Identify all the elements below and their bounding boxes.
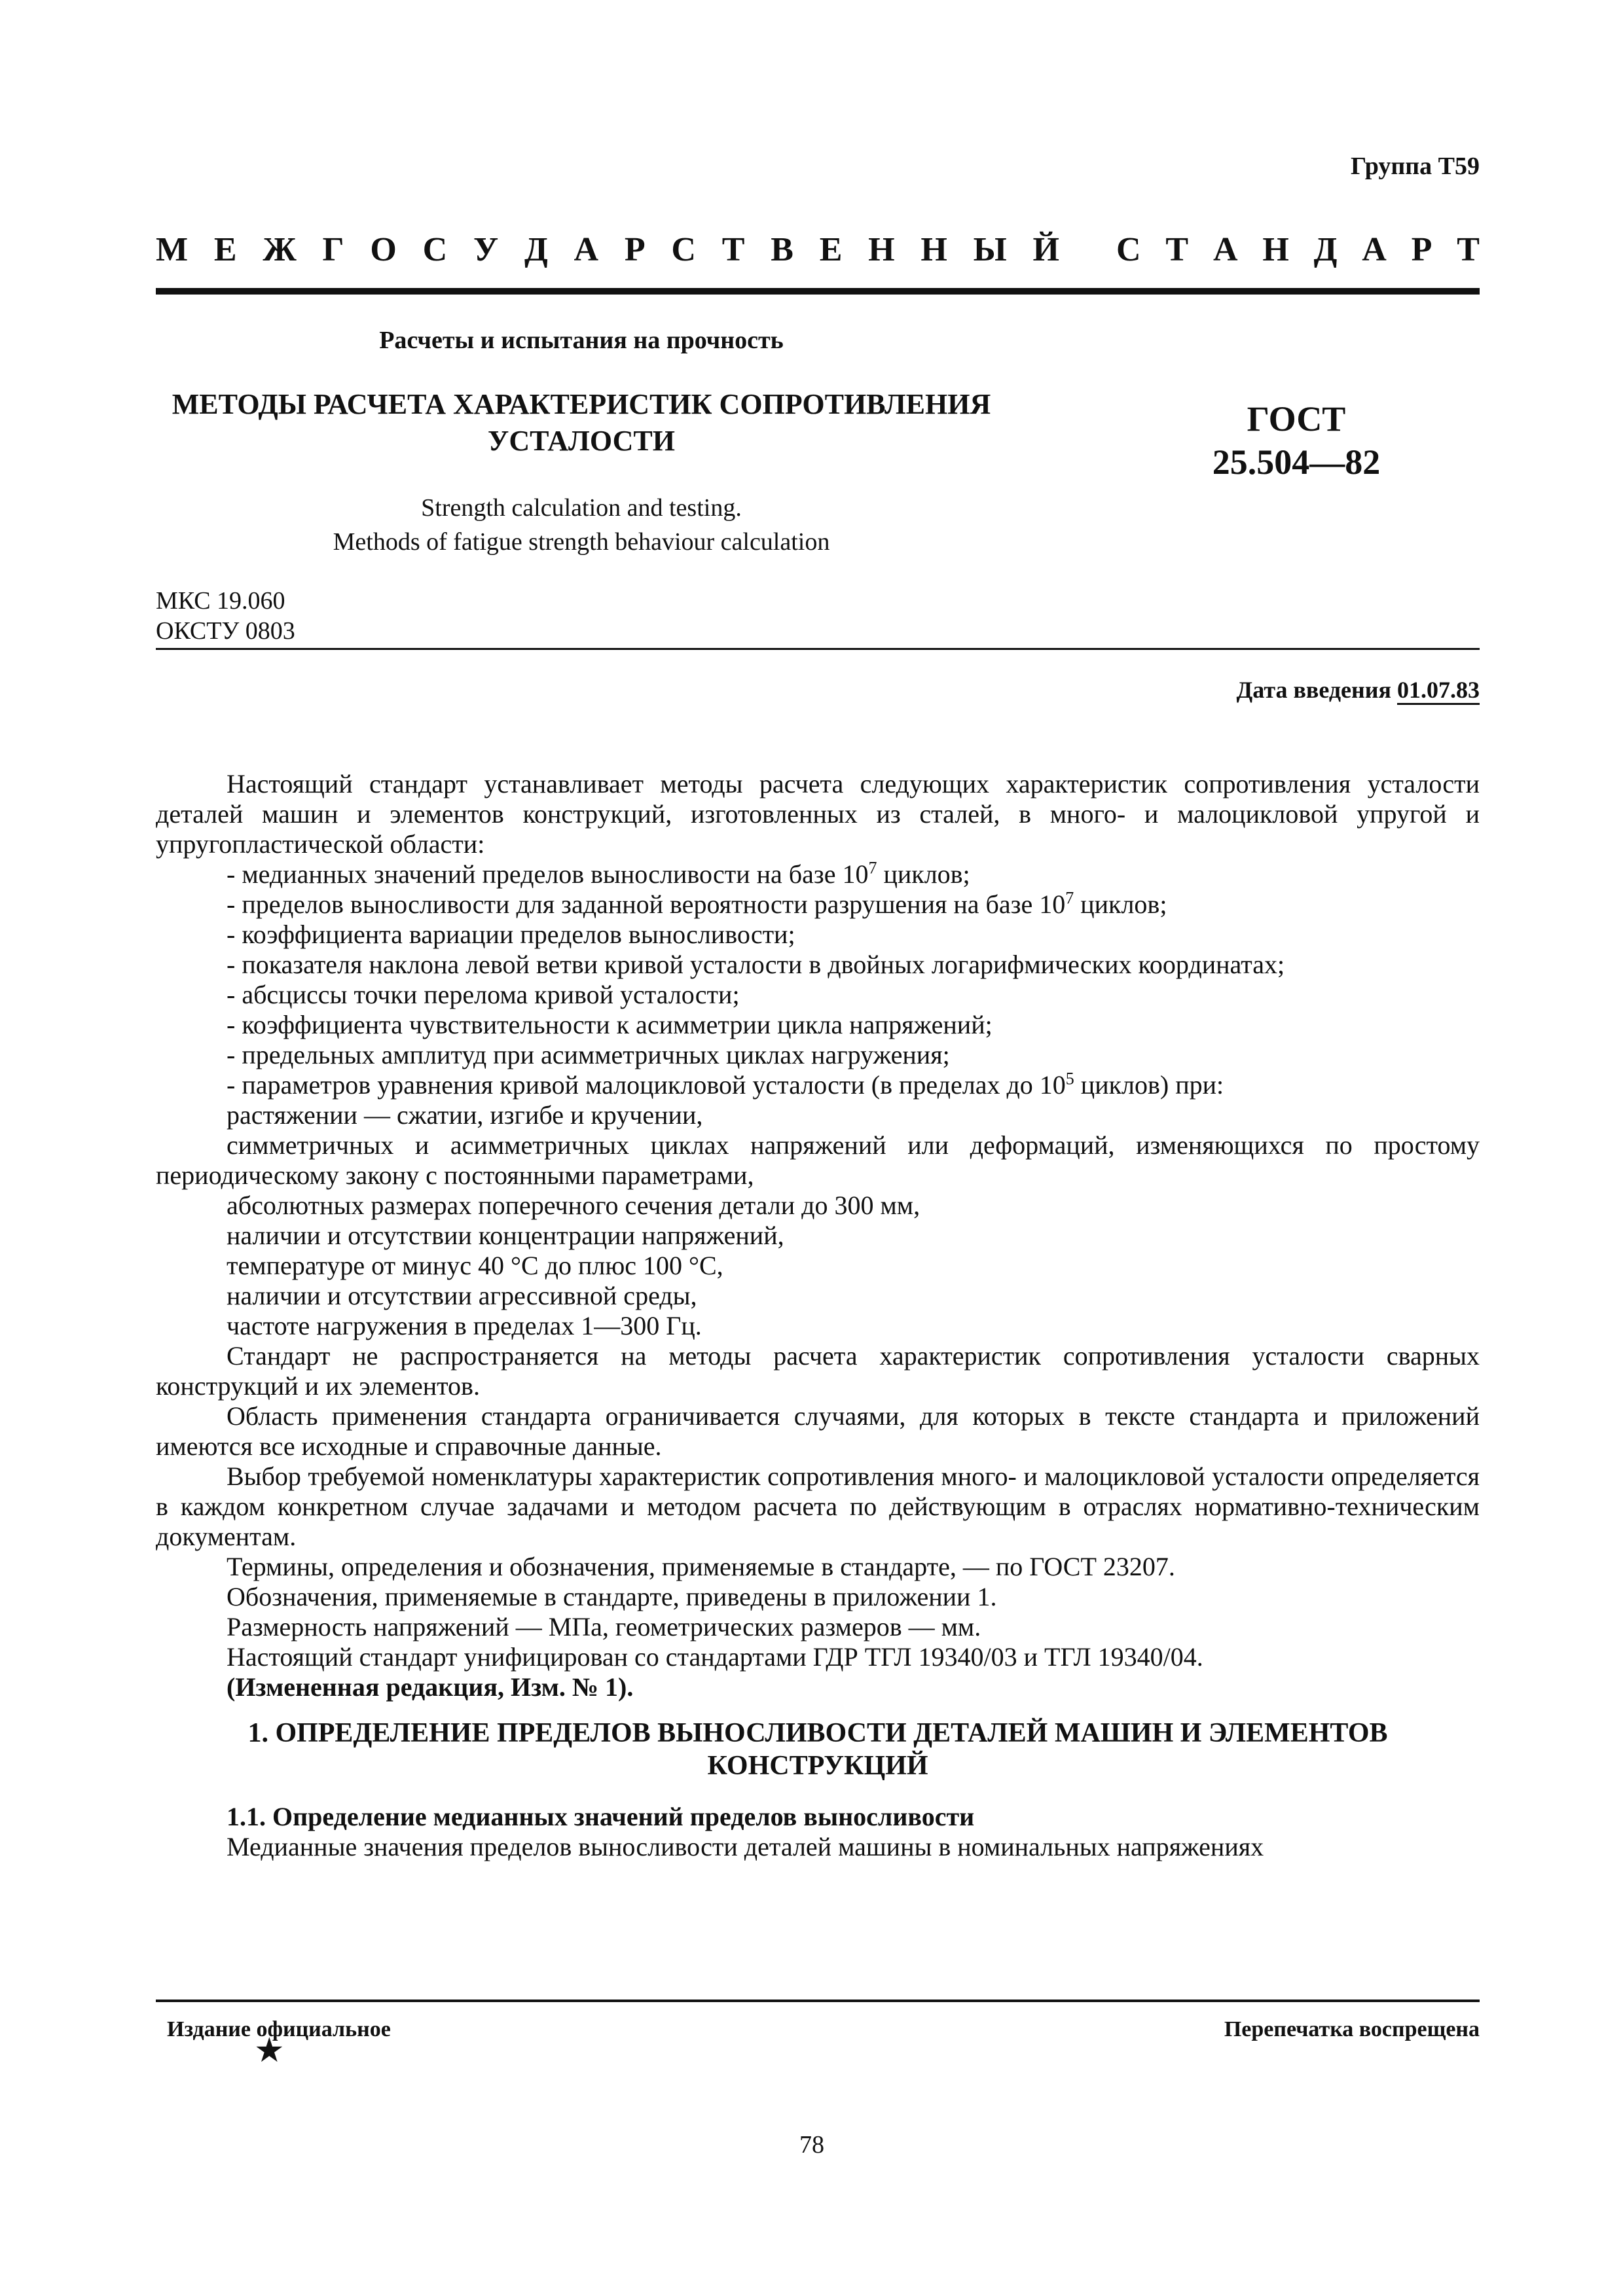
reprint-prohibited-label: Перепечатка воспрещена (1224, 2017, 1480, 2041)
banner-letter: В (771, 230, 793, 268)
title-line: МЕТОДЫ РАСЧЕТА ХАРАКТЕРИСТИК СОПРОТИВЛЕНИЯ (172, 388, 991, 420)
unification-paragraph: Настоящий стандарт унифицирован со стандартами ГДР ТГЛ 19340/03 и ТГЛ 19340/04. (227, 1642, 1203, 1672)
condition-item: абсолютных размерах поперечного сечения детали до 300 мм, (227, 1191, 921, 1220)
notation-paragraph: Обозначения, применяемые в стандарте, приведены в приложении 1. (227, 1582, 997, 1611)
list-item-text: циклов) при: (1074, 1070, 1224, 1100)
official-edition-label: Издание официальное (167, 2017, 391, 2041)
list-item: - предельных амплитуд при асимметричных циклах нагружения; (227, 1040, 950, 1069)
list-item-text: - параметров уравнения кривой малоцикловой усталости (в пределах до 10 (227, 1070, 1066, 1100)
banner-letter: С (671, 230, 696, 268)
english-title-line: Strength calculation and testing. (421, 494, 742, 522)
group-code: Группа Т59 (1350, 152, 1480, 180)
amendment-note: (Измененная редакция, Изм. № 1). (227, 1672, 634, 1702)
list-item-text: циклов; (1074, 889, 1167, 919)
banner-letter: Й (1032, 230, 1059, 268)
title-line: УСТАЛОСТИ (488, 425, 675, 457)
banner-letter: Ы (973, 230, 1007, 268)
effective-date (1048, 676, 1480, 704)
codes-rule (156, 648, 1480, 650)
list-item: - коэффициента чувствительности к асимметрии цикла напряжений; (227, 1010, 993, 1039)
nomenclature-paragraph: Выбор требуемой номенклатуры характеристик сопротивления много- и малоцикловой усталости определяется в каждом конкретном случае задачами и методом расчета по действующим в отраслях нормативно-техническим документам. (156, 1462, 1480, 1551)
list-item (156, 1070, 1480, 1100)
subsection-heading: 1.1. Определение медианных значений пределов выносливости (227, 1802, 975, 1831)
body-text (156, 769, 1480, 1862)
banner-letter: Е (819, 230, 843, 268)
banner-letter: Г (322, 230, 344, 268)
banner-letter: Т (1165, 230, 1189, 268)
units-paragraph: Размерность напряжений — МПа, геометрических размеров — мм. (227, 1612, 981, 1641)
banner-letter: Н (921, 230, 947, 268)
banner-letter: Ж (263, 230, 297, 268)
list-item (156, 859, 1480, 889)
gost-label: ГОСТ (1247, 399, 1346, 439)
banner-letter: Р (624, 230, 646, 268)
banner-letter: Д (1313, 230, 1338, 268)
document-title (156, 386, 1007, 459)
star-icon: ★ (254, 2032, 285, 2070)
banner-letter: М (156, 230, 189, 268)
list-item: - абсциссы точки перелома кривой усталости; (227, 980, 740, 1009)
topic-heading: Расчеты и испытания на прочность (379, 327, 784, 354)
section-heading: 1. ОПРЕДЕЛЕНИЕ ПРЕДЕЛОВ ВЫНОСЛИВОСТИ ДЕТАЛЕЙ МАШИН И ЭЛЕМЕНТОВ КОНСТРУКЦИЙ (247, 1718, 1388, 1781)
condition-item: температуре от минус 40 °С до плюс 100 °С, (227, 1251, 723, 1280)
banner-letter: Н (1262, 230, 1289, 268)
condition-item: растяжении — сжатии, изгибе и кручении, (227, 1100, 703, 1130)
banner-letter: Д (524, 230, 548, 268)
scope-exclusion-paragraph: Стандарт не распространяется на методы расчета характеристик сопротивления усталости сварных конструкций и их элементов. (156, 1341, 1480, 1401)
exponent: 5 (1065, 1069, 1074, 1088)
banner-letter: Т (721, 230, 745, 268)
mks-code: МКС 19.060 (156, 587, 285, 615)
scope-limit-paragraph: Область применения стандарта ограничивается случаями, для которых в тексте стандарта и приложений имеются все исходные и справочные данные. (156, 1401, 1480, 1461)
banner-word-interstate (156, 230, 1059, 269)
banner-letter: С (1116, 230, 1141, 268)
banner-letter: А (1362, 230, 1387, 268)
banner-letter: О (370, 230, 397, 268)
list-item: - показателя наклона левой ветви кривой усталости в двойных логарифмических координатах; (227, 950, 1285, 979)
list-item-text: - медианных значений пределов выносливости на базе 10 (227, 859, 869, 889)
banner-letter: А (574, 230, 599, 268)
banner-letter: Р (1411, 230, 1432, 268)
intro-paragraph: Настоящий стандарт устанавливает методы расчета следующих характеристик сопротивления усталости деталей машин и элементов конструкций, изготовленных из сталей, в много- и малоцикловой упругой и упругопластической области: (156, 769, 1480, 859)
page-number: 78 (799, 2131, 824, 2159)
banner-letter: С (422, 230, 448, 268)
standard-banner (156, 226, 1480, 273)
condition-item: наличии и отсутствии агрессивной среды, (227, 1281, 697, 1310)
condition-item: симметричных и асимметричных циклах напряжений или деформаций, изменяющихся по простому периодическому закону с постоянными параметрами, (156, 1130, 1480, 1190)
footer-rule (156, 2000, 1480, 2002)
list-item (156, 889, 1480, 920)
header-rule (156, 288, 1480, 295)
list-item-text: - пределов выносливости для заданной вероятности разрушения на базе 10 (227, 889, 1066, 919)
banner-letter: Е (213, 230, 237, 268)
exponent: 7 (868, 858, 877, 878)
exponent: 7 (1065, 888, 1074, 908)
okstu-code: ОКСТУ 0803 (156, 617, 295, 645)
banner-letter: А (1213, 230, 1238, 268)
classification-codes (156, 586, 295, 646)
banner-word-standard (1116, 230, 1480, 269)
list-item: - коэффициента вариации пределов выносливости; (227, 920, 795, 949)
date-value: 01.07.83 (1397, 677, 1480, 705)
banner-letter: Н (868, 230, 895, 268)
condition-item: наличии и отсутствии концентрации напряжений, (227, 1221, 784, 1250)
english-title (156, 491, 1007, 559)
date-label: Дата введения (1236, 677, 1391, 703)
subsection-text: Медианные значения пределов выносливости деталей машины в номинальных напряжениях (227, 1832, 1264, 1861)
english-title-line: Methods of fatigue strength behaviour calculation (333, 528, 830, 556)
banner-letter: У (473, 230, 499, 268)
gost-number: 25.504—82 (1212, 442, 1381, 482)
banner-letter: Т (1457, 230, 1480, 268)
list-item-text: циклов; (877, 859, 970, 889)
gost-designation (1139, 397, 1453, 484)
terms-paragraph: Термины, определения и обозначения, применяемые в стандарте, — по ГОСТ 23207. (227, 1552, 1175, 1581)
condition-item: частоте нагружения в пределах 1—300 Гц. (227, 1311, 702, 1340)
